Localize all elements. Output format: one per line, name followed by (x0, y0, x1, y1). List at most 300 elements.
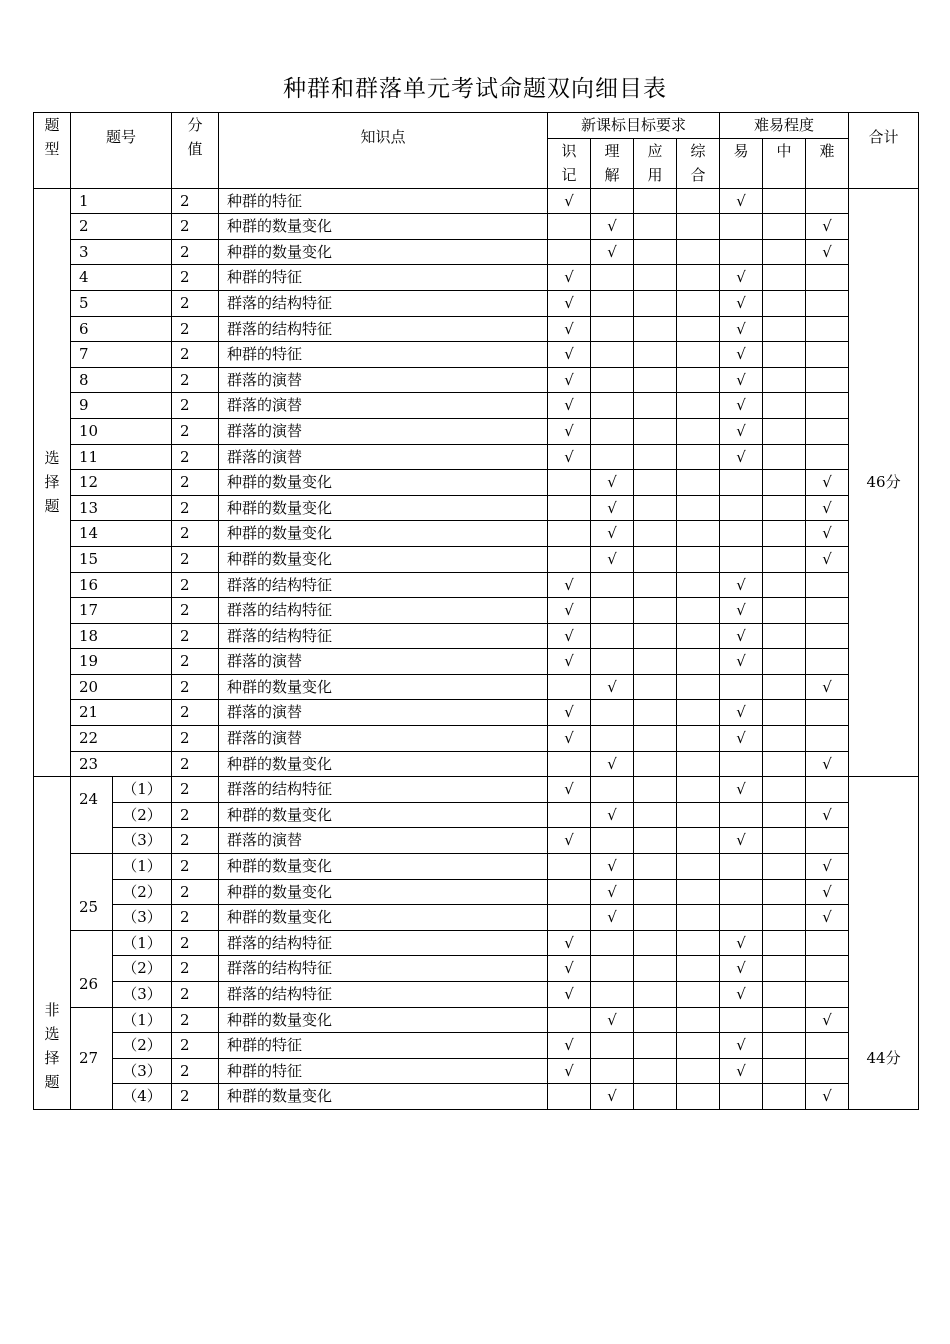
goal-cell (591, 342, 634, 368)
check-mark: √ (720, 726, 763, 752)
knowledge-point: 群落的演替 (219, 367, 548, 393)
knowledge-point: 种群的数量变化 (219, 879, 548, 905)
check-mark: √ (591, 751, 634, 777)
goal-cell (591, 188, 634, 214)
check-mark: √ (720, 342, 763, 368)
goal-cell (548, 1007, 591, 1033)
level-cell (763, 214, 806, 240)
goal-cell (634, 623, 677, 649)
goal-cell (677, 572, 720, 598)
header-score: 分值 (172, 113, 219, 189)
table-row (34, 546, 919, 572)
question-score: 2 (172, 674, 219, 700)
question-group-number: 25 (71, 854, 113, 931)
goal-cell (548, 214, 591, 240)
goal-cell (634, 393, 677, 419)
goal-cell (548, 521, 591, 547)
goal-cell (548, 1084, 591, 1110)
subquestion-number: （3） (113, 1058, 172, 1084)
check-mark: √ (548, 956, 591, 982)
question-number: 17 (71, 598, 172, 624)
goal-cell (677, 777, 720, 803)
goal-cell (591, 623, 634, 649)
check-mark: √ (806, 239, 849, 265)
question-number: 9 (71, 393, 172, 419)
goal-cell (548, 239, 591, 265)
header-level-medium: 中 (763, 138, 806, 188)
table-row (34, 1007, 919, 1033)
goal-cell (634, 751, 677, 777)
header-goal-synthesis: 综合 (677, 138, 720, 188)
level-cell (763, 367, 806, 393)
header-goal-apply: 应用 (634, 138, 677, 188)
goal-cell (548, 905, 591, 931)
level-cell (806, 290, 849, 316)
question-score: 2 (172, 879, 219, 905)
goal-cell (634, 572, 677, 598)
check-mark: √ (548, 393, 591, 419)
level-cell (763, 316, 806, 342)
question-score: 2 (172, 828, 219, 854)
goal-cell (677, 265, 720, 291)
table-row (34, 316, 919, 342)
level-cell (763, 1007, 806, 1033)
goal-cell (591, 265, 634, 291)
level-cell (763, 495, 806, 521)
question-number: 8 (71, 367, 172, 393)
check-mark: √ (548, 290, 591, 316)
goal-cell (634, 470, 677, 496)
goal-cell (591, 700, 634, 726)
section-total-nonchoice: 44分 (849, 777, 919, 1110)
exam-spec-table (33, 112, 919, 1110)
level-cell (806, 444, 849, 470)
question-score: 2 (172, 495, 219, 521)
check-mark: √ (720, 418, 763, 444)
goal-cell (677, 546, 720, 572)
level-cell (720, 214, 763, 240)
goal-cell (634, 495, 677, 521)
question-score: 2 (172, 265, 219, 291)
level-cell (806, 265, 849, 291)
question-number: 2 (71, 214, 172, 240)
section-name: 选择题 (44, 448, 60, 515)
level-cell (763, 726, 806, 752)
level-cell (806, 956, 849, 982)
goal-cell (677, 1084, 720, 1110)
level-cell (763, 1058, 806, 1084)
check-mark: √ (806, 1084, 849, 1110)
question-number: 15 (71, 546, 172, 572)
level-cell (763, 290, 806, 316)
subquestion-number: （3） (113, 828, 172, 854)
knowledge-point: 种群的数量变化 (219, 521, 548, 547)
goal-cell (677, 342, 720, 368)
goal-cell (591, 726, 634, 752)
level-cell (806, 1058, 849, 1084)
question-score: 2 (172, 1058, 219, 1084)
goal-cell (591, 598, 634, 624)
header-goal-group: 新课标目标要求 (548, 113, 720, 139)
table-row (34, 1084, 919, 1110)
table-row (34, 214, 919, 240)
goal-cell (634, 367, 677, 393)
subquestion-number: （2） (113, 1033, 172, 1059)
goal-cell (634, 649, 677, 675)
goal-cell (677, 316, 720, 342)
knowledge-point: 群落的结构特征 (219, 777, 548, 803)
header-row (34, 113, 919, 139)
question-score: 2 (172, 982, 219, 1008)
knowledge-point: 群落的演替 (219, 418, 548, 444)
check-mark: √ (806, 802, 849, 828)
knowledge-point: 群落的结构特征 (219, 982, 548, 1008)
goal-cell (677, 598, 720, 624)
knowledge-point: 群落的结构特征 (219, 572, 548, 598)
table-row (34, 854, 919, 880)
question-score: 2 (172, 393, 219, 419)
table-row (34, 905, 919, 931)
question-score: 2 (172, 930, 219, 956)
table-row (34, 828, 919, 854)
level-cell (806, 726, 849, 752)
goal-cell (634, 726, 677, 752)
question-score: 2 (172, 623, 219, 649)
check-mark: √ (806, 879, 849, 905)
level-cell (763, 188, 806, 214)
check-mark: √ (591, 495, 634, 521)
knowledge-point: 种群的特征 (219, 1033, 548, 1059)
knowledge-point: 种群的数量变化 (219, 495, 548, 521)
goal-cell (634, 956, 677, 982)
subquestion-number: （2） (113, 802, 172, 828)
goal-cell (591, 444, 634, 470)
header-level-hard: 难 (806, 138, 849, 188)
table-row (34, 342, 919, 368)
level-cell (720, 854, 763, 880)
check-mark: √ (720, 290, 763, 316)
goal-cell (634, 188, 677, 214)
knowledge-point: 群落的结构特征 (219, 290, 548, 316)
check-mark: √ (548, 598, 591, 624)
question-score: 2 (172, 777, 219, 803)
goal-cell (634, 828, 677, 854)
check-mark: √ (548, 623, 591, 649)
check-mark: √ (548, 444, 591, 470)
level-cell (763, 342, 806, 368)
table-row (34, 444, 919, 470)
check-mark: √ (720, 1033, 763, 1059)
goal-cell (634, 674, 677, 700)
subquestion-number: （2） (113, 879, 172, 905)
subquestion-number: （1） (113, 930, 172, 956)
check-mark: √ (591, 879, 634, 905)
level-cell (763, 470, 806, 496)
knowledge-point: 群落的结构特征 (219, 316, 548, 342)
table-row (34, 470, 919, 496)
check-mark: √ (806, 214, 849, 240)
header-type: 题型 (34, 113, 71, 189)
goal-cell (677, 214, 720, 240)
knowledge-point: 群落的结构特征 (219, 956, 548, 982)
knowledge-point: 群落的演替 (219, 393, 548, 419)
section-label-nonchoice (34, 777, 71, 1110)
goal-cell (677, 1007, 720, 1033)
header-knowledge: 知识点 (219, 113, 548, 189)
knowledge-point: 群落的演替 (219, 649, 548, 675)
goal-cell (591, 316, 634, 342)
knowledge-point: 种群的特征 (219, 188, 548, 214)
goal-cell (677, 521, 720, 547)
question-score: 2 (172, 1084, 219, 1110)
level-cell (763, 674, 806, 700)
level-cell (763, 649, 806, 675)
knowledge-point: 种群的数量变化 (219, 802, 548, 828)
question-number: 16 (71, 572, 172, 598)
table-row (34, 265, 919, 291)
subquestion-number: （3） (113, 982, 172, 1008)
check-mark: √ (591, 1084, 634, 1110)
question-score: 2 (172, 367, 219, 393)
table-row (34, 598, 919, 624)
check-mark: √ (548, 367, 591, 393)
level-cell (720, 1007, 763, 1033)
table-row (34, 879, 919, 905)
check-mark: √ (591, 521, 634, 547)
header-goal-understand: 理解 (591, 138, 634, 188)
level-cell (806, 316, 849, 342)
goal-cell (634, 930, 677, 956)
knowledge-point: 种群的特征 (219, 342, 548, 368)
check-mark: √ (548, 188, 591, 214)
level-cell (720, 495, 763, 521)
question-score: 2 (172, 956, 219, 982)
check-mark: √ (548, 572, 591, 598)
subquestion-number: （2） (113, 956, 172, 982)
level-cell (763, 700, 806, 726)
question-number: 5 (71, 290, 172, 316)
page-title: 种群和群落单元考试命题双向细目表 (283, 76, 667, 102)
goal-cell (634, 546, 677, 572)
level-cell (763, 828, 806, 854)
goal-cell (634, 444, 677, 470)
level-cell (763, 444, 806, 470)
question-score: 2 (172, 751, 219, 777)
level-cell (763, 239, 806, 265)
question-score: 2 (172, 342, 219, 368)
check-mark: √ (720, 572, 763, 598)
knowledge-point: 种群的数量变化 (219, 470, 548, 496)
question-score: 2 (172, 598, 219, 624)
goal-cell (677, 393, 720, 419)
level-cell (720, 879, 763, 905)
section-label-choice (34, 188, 71, 777)
goal-cell (677, 495, 720, 521)
level-cell (720, 521, 763, 547)
level-cell (720, 905, 763, 931)
level-cell (806, 598, 849, 624)
question-number: 18 (71, 623, 172, 649)
check-mark: √ (806, 751, 849, 777)
check-mark: √ (806, 1007, 849, 1033)
knowledge-point: 种群的特征 (219, 265, 548, 291)
question-number: 22 (71, 726, 172, 752)
check-mark: √ (806, 905, 849, 931)
header-total: 合计 (849, 113, 919, 189)
table-row (34, 802, 919, 828)
knowledge-point: 种群的数量变化 (219, 214, 548, 240)
goal-cell (677, 188, 720, 214)
level-cell (806, 367, 849, 393)
goal-cell (634, 598, 677, 624)
question-number: 11 (71, 444, 172, 470)
subquestion-number: （1） (113, 777, 172, 803)
question-number: 10 (71, 418, 172, 444)
goal-cell (677, 751, 720, 777)
goal-cell (634, 214, 677, 240)
level-cell (763, 1084, 806, 1110)
goal-cell (634, 802, 677, 828)
question-number: 14 (71, 521, 172, 547)
question-score: 2 (172, 726, 219, 752)
question-score: 2 (172, 802, 219, 828)
goal-cell (677, 905, 720, 931)
goal-cell (548, 470, 591, 496)
goal-cell (677, 418, 720, 444)
subquestion-number: （3） (113, 905, 172, 931)
level-cell (806, 188, 849, 214)
check-mark: √ (720, 1058, 763, 1084)
table-row (34, 623, 919, 649)
goal-cell (677, 956, 720, 982)
knowledge-point: 群落的结构特征 (219, 930, 548, 956)
goal-cell (677, 700, 720, 726)
question-score: 2 (172, 188, 219, 214)
knowledge-point: 种群的数量变化 (219, 1084, 548, 1110)
check-mark: √ (591, 674, 634, 700)
knowledge-point: 群落的演替 (219, 726, 548, 752)
level-cell (763, 393, 806, 419)
goal-cell (677, 367, 720, 393)
goal-cell (634, 239, 677, 265)
level-cell (806, 649, 849, 675)
level-cell (763, 956, 806, 982)
level-cell (763, 623, 806, 649)
level-cell (763, 930, 806, 956)
table-row (34, 930, 919, 956)
goal-cell (548, 802, 591, 828)
goal-cell (634, 905, 677, 931)
check-mark: √ (591, 546, 634, 572)
check-mark: √ (806, 495, 849, 521)
check-mark: √ (548, 930, 591, 956)
header-difficulty-group: 难易程度 (720, 113, 849, 139)
level-cell (763, 418, 806, 444)
goal-cell (634, 1033, 677, 1059)
level-cell (720, 674, 763, 700)
goal-cell (591, 1033, 634, 1059)
level-cell (763, 905, 806, 931)
check-mark: √ (548, 265, 591, 291)
knowledge-point: 种群的数量变化 (219, 546, 548, 572)
header-number: 题号 (71, 113, 172, 189)
check-mark: √ (548, 982, 591, 1008)
goal-cell (591, 828, 634, 854)
goal-cell (634, 879, 677, 905)
check-mark: √ (720, 623, 763, 649)
question-number: 13 (71, 495, 172, 521)
check-mark: √ (548, 777, 591, 803)
goal-cell (548, 674, 591, 700)
table-row (34, 700, 919, 726)
question-score: 2 (172, 1007, 219, 1033)
level-cell (806, 700, 849, 726)
table-row (34, 418, 919, 444)
subquestion-number: （1） (113, 1007, 172, 1033)
knowledge-point: 种群的数量变化 (219, 674, 548, 700)
level-cell (763, 521, 806, 547)
goal-cell (634, 316, 677, 342)
question-number: 6 (71, 316, 172, 342)
question-score: 2 (172, 649, 219, 675)
check-mark: √ (720, 444, 763, 470)
question-score: 2 (172, 316, 219, 342)
check-mark: √ (720, 777, 763, 803)
header-level-easy: 易 (720, 138, 763, 188)
goal-cell (677, 879, 720, 905)
check-mark: √ (806, 546, 849, 572)
knowledge-point: 种群的数量变化 (219, 239, 548, 265)
check-mark: √ (720, 598, 763, 624)
goal-cell (677, 726, 720, 752)
goal-cell (677, 623, 720, 649)
level-cell (763, 265, 806, 291)
level-cell (720, 751, 763, 777)
table-row (34, 367, 919, 393)
section-total-choice: 46分 (849, 188, 919, 777)
check-mark: √ (591, 239, 634, 265)
knowledge-point: 群落的结构特征 (219, 598, 548, 624)
question-number: 19 (71, 649, 172, 675)
goal-cell (634, 290, 677, 316)
level-cell (763, 751, 806, 777)
check-mark: √ (720, 982, 763, 1008)
goal-cell (677, 674, 720, 700)
check-mark: √ (591, 214, 634, 240)
check-mark: √ (806, 674, 849, 700)
knowledge-point: 群落的演替 (219, 828, 548, 854)
question-score: 2 (172, 239, 219, 265)
table-row (34, 726, 919, 752)
level-cell (763, 546, 806, 572)
table-row (34, 521, 919, 547)
goal-cell (677, 930, 720, 956)
subquestion-number: （4） (113, 1084, 172, 1110)
table-row (34, 188, 919, 214)
table-row (34, 982, 919, 1008)
check-mark: √ (548, 649, 591, 675)
knowledge-point: 群落的结构特征 (219, 623, 548, 649)
goal-cell (591, 930, 634, 956)
level-cell (763, 854, 806, 880)
check-mark: √ (720, 265, 763, 291)
level-cell (806, 777, 849, 803)
check-mark: √ (548, 342, 591, 368)
level-cell (806, 572, 849, 598)
question-group-number: 24 (71, 777, 113, 854)
goal-cell (591, 290, 634, 316)
goal-cell (634, 854, 677, 880)
